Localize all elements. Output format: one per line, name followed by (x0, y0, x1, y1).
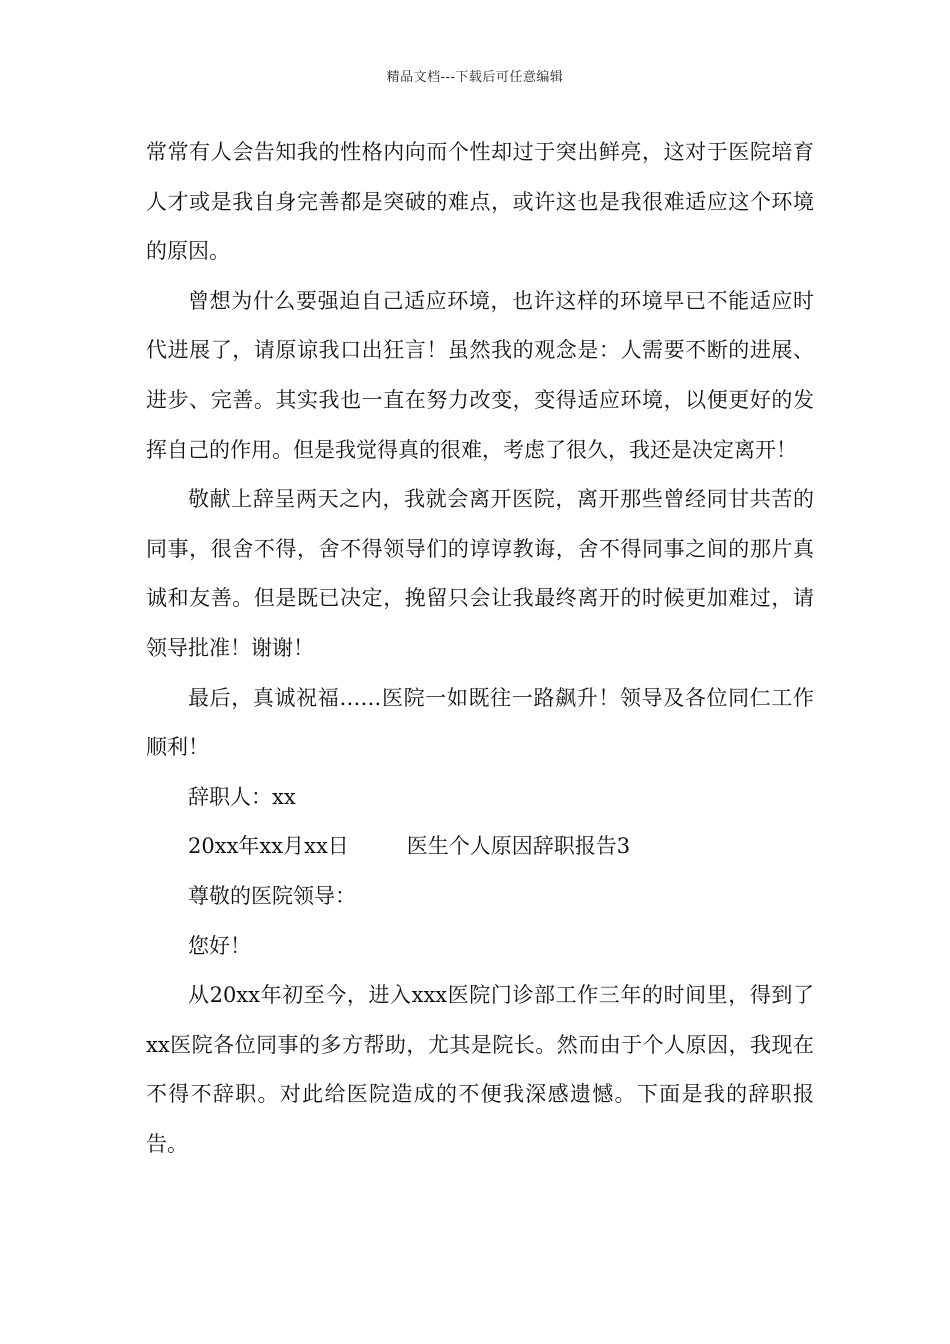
salutation-line: 尊敬的医院领导： (188, 883, 356, 908)
next-report-title: 医生个人原因辞职报告3 (406, 834, 631, 859)
date-text: 20xx年xx月xx日 (188, 834, 349, 859)
greeting-line: 您好！ (188, 933, 251, 958)
date-title-line (146, 822, 814, 872)
paragraph-resignation-notice: 敬献上辞呈两天之内，我就会离开医院，离开那些曾经同甘共苦的同事，很舍不得，舍不得领导们的谆谆教诲，舍不得同事之间的那片真诚和友善。但是既已决定，挽留只会让我最终离开的时候更加难过，请领导批准！谢谢！ (146, 487, 814, 660)
page-header: 精品文档---下载后可任意编辑 (386, 70, 564, 85)
paragraph-intro: 从20xx年初至今，进入xxx医院门诊部工作三年的时间里，得到了xx医院各位同事的多方帮助，尤其是院长。然而由于个人原因，我现在不得不辞职。对此给医院造成的不便我深感遗憾。下面是我的辞职报告。 (146, 983, 814, 1156)
signer-line: 辞职人：xx (188, 784, 296, 809)
paragraph-blessing: 最后，真诚祝福……医院一如既往一路飙升！领导及各位同仁工作顺利！ (146, 685, 814, 760)
document-body (146, 128, 814, 1169)
paragraph-adapt-environment: 曾想为什么要强迫自己适应环境，也许这样的环境早已不能适应时代进展了，请原谅我口出狂言！虽然我的观念是：人需要不断的进展、进步、完善。其实我也一直在努力改变，变得适应环境，以便更好的发挥自己的作用。但是我觉得真的很难，考虑了很久，我还是决定离开！ (146, 288, 814, 462)
paragraph-personality: 常常有人会告知我的性格内向而个性却过于突出鲜亮，这对于医院培育人才或是我自身完善都是突破的难点，或许这也是我很难适应这个环境的原因。 (146, 140, 814, 264)
